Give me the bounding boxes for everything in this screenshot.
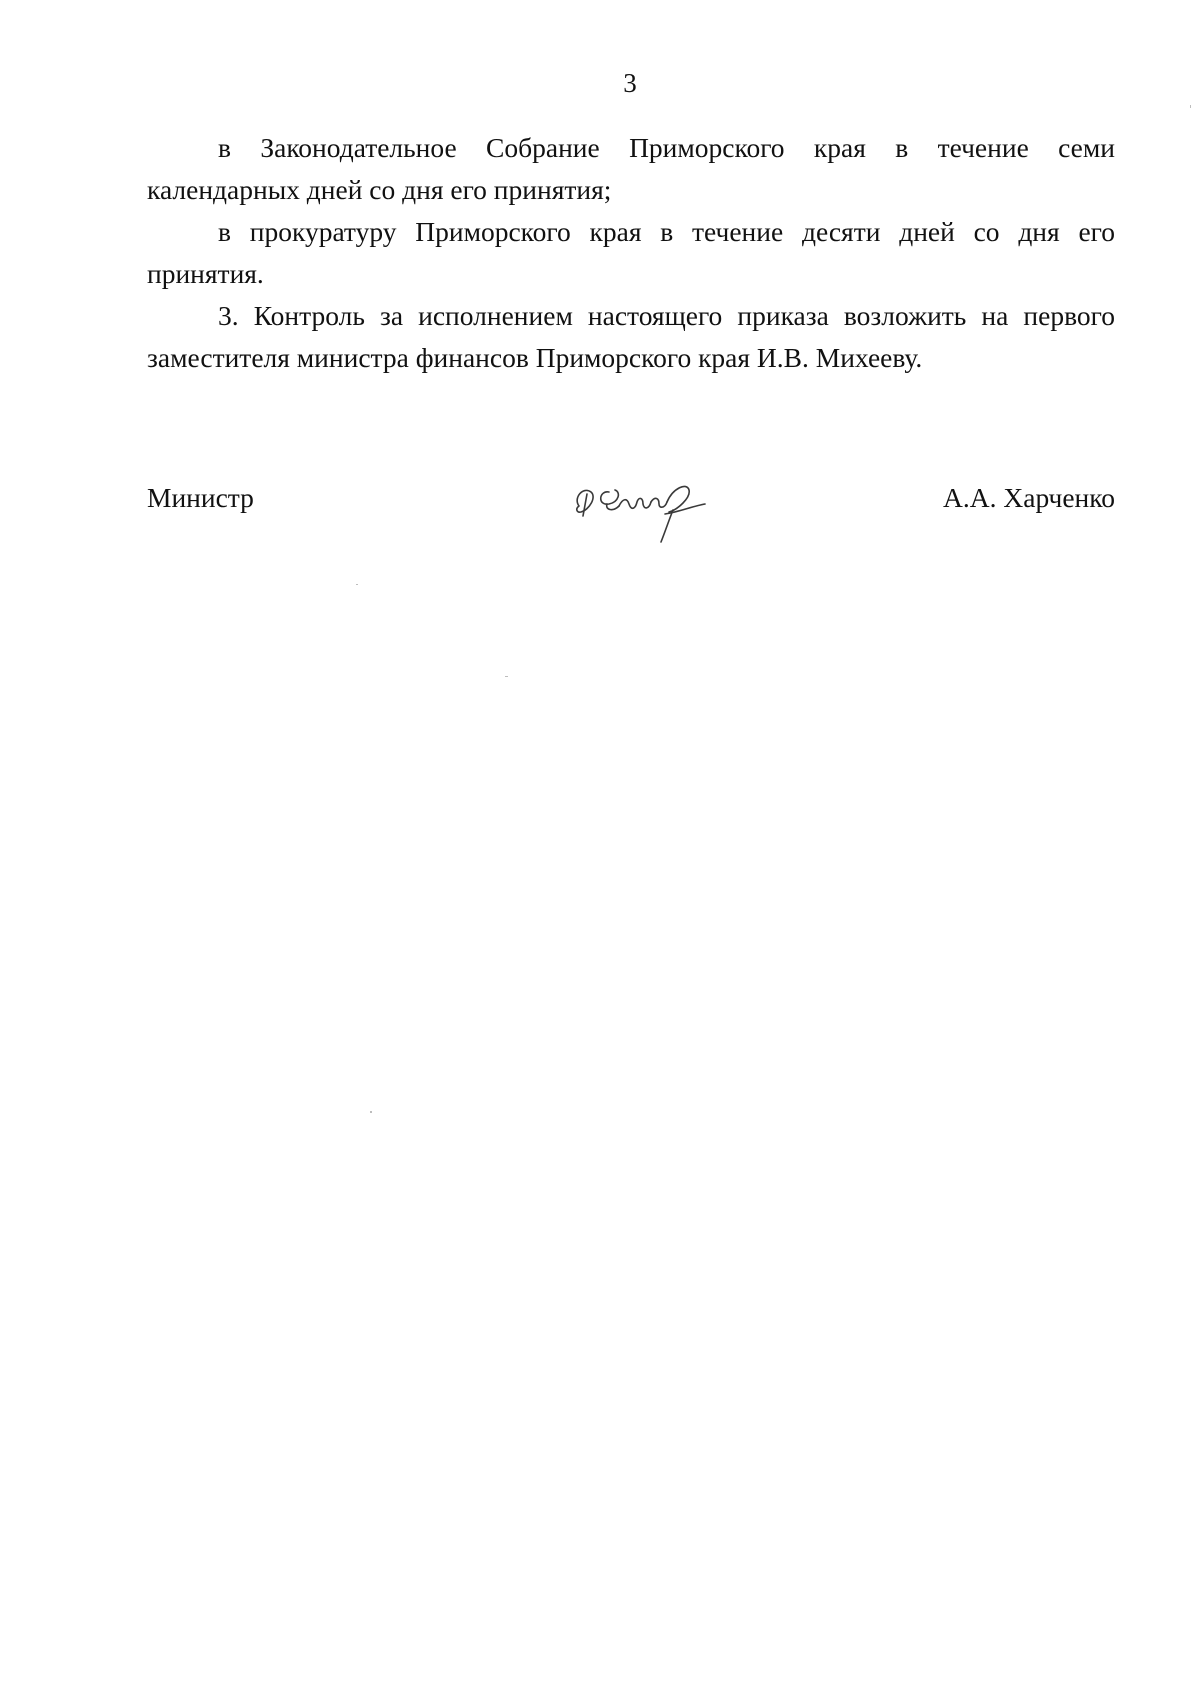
page-number: 3 [623, 68, 637, 98]
document-body [147, 127, 1115, 379]
scan-speck [505, 676, 508, 677]
handwritten-signature [569, 476, 729, 556]
paragraph-legislative-assembly: в Законодательное Собрание Приморского края в течение семи календарных дней со дня его принятия; [147, 132, 1115, 205]
scan-speck [1190, 105, 1191, 108]
signatory-title: Министр [147, 482, 254, 513]
paragraph-prosecutor-office: в прокуратуру Приморского края в течение десяти дней со дня его принятия. [147, 216, 1115, 289]
scan-speck [370, 1111, 372, 1113]
scan-speck [356, 584, 358, 585]
signature-block [147, 476, 1115, 566]
paragraph-control-clause: 3. Контроль за исполнением настоящего приказа возложить на первого заместителя министра финансов Приморского края И.В. Михееву. [147, 300, 1115, 373]
signatory-name: А.А. Харченко [943, 482, 1115, 513]
